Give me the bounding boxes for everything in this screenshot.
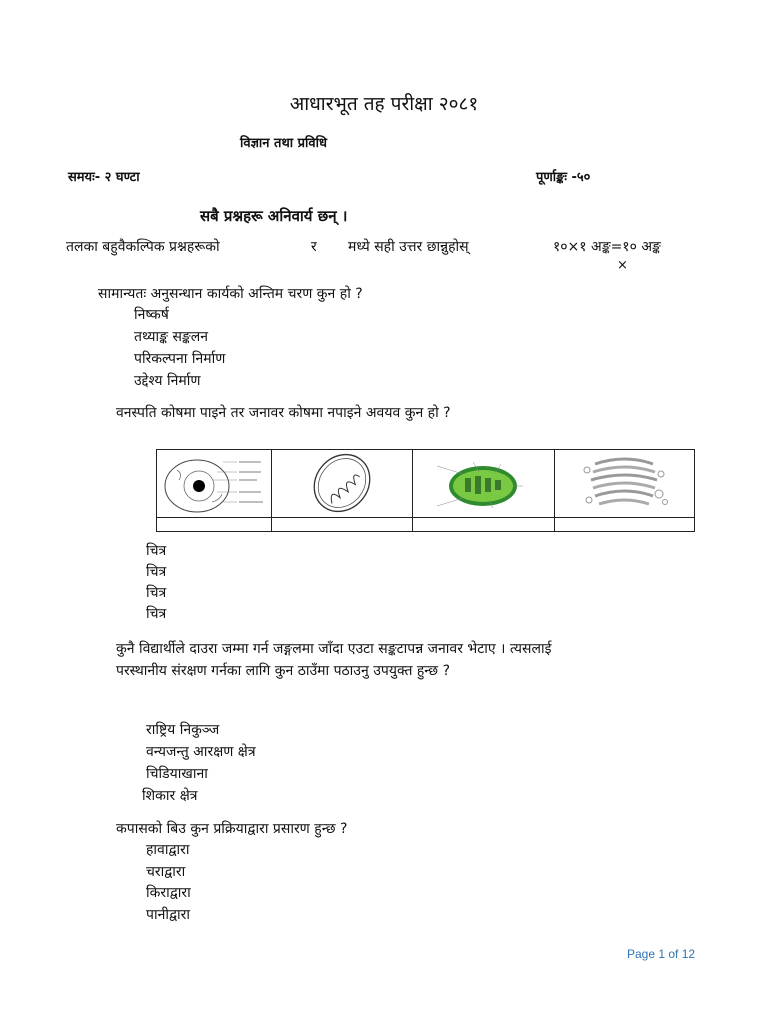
- instruction-marks: १०×१ अङ्क=१० अङ्क: [553, 239, 661, 255]
- q2-option-4: चित्र: [146, 606, 167, 622]
- table-cell-golgi: [555, 450, 695, 518]
- q1-option-2: तथ्याङ्क सङ्कलन: [134, 329, 209, 345]
- q1-option-3: परिकल्पना निर्माण: [134, 351, 226, 367]
- exam-time: समयः- २ घण्टा: [68, 170, 140, 185]
- q4-option-2: चराद्वारा: [146, 864, 186, 880]
- exam-title: आधारभूत तह परीक्षा २०८१: [289, 93, 479, 115]
- question-3-line-2: परस्थानीय संरक्षण गर्नका लागि कुन ठाउँमा पठाउनु उपयुक्त हुन्छ ?: [116, 663, 451, 679]
- table-label-cell-3: [413, 518, 555, 532]
- instruction-r: र: [311, 239, 317, 255]
- q1-option-4: उद्देश्य निर्माण: [134, 373, 201, 389]
- chloroplast-diagram: [413, 450, 553, 516]
- cell-image-table: [156, 449, 695, 532]
- table-cell-mitochondria: [272, 450, 413, 518]
- q3-option-3: चिडियाखाना: [146, 766, 208, 782]
- table-label-cell-2: [272, 518, 413, 532]
- instruction-x: ×: [617, 258, 628, 273]
- q4-option-1: हावाद्वारा: [146, 842, 190, 858]
- q3-option-4: शिकार क्षेत्र: [142, 788, 198, 804]
- instruction-left: तलका बहुवैकल्पिक प्रश्नहरूको: [66, 239, 220, 255]
- question-1: सामान्यतः अनुसन्धान कार्यको अन्तिम चरण कुन हो ?: [98, 286, 363, 302]
- q3-option-2: वन्यजन्तु आरक्षण क्षेत्र: [146, 744, 256, 760]
- animal-cell-diagram: [157, 450, 270, 516]
- q3-option-1: राष्ट्रिय निकुञ्ज: [146, 722, 220, 738]
- q2-option-3: चित्र: [146, 585, 167, 601]
- q4-option-4: पानीद्वारा: [146, 907, 191, 923]
- question-4: कपासको बिउ कुन प्रक्रियाद्वारा प्रसारण हुन्छ ?: [116, 821, 348, 837]
- q4-option-3: किराद्वारा: [146, 885, 191, 901]
- question-3-line-1: कुनै विद्यार्थीले दाउरा जम्मा गर्न जङ्गलमा जाँदा एउटा सङ्कटापन्न जनावर भेटाए । त्यसलाई: [116, 641, 552, 657]
- q2-option-2: चित्र: [146, 564, 167, 580]
- table-label-cell-4: [555, 518, 695, 532]
- subject-name: विज्ञान तथा प्रविधि: [240, 136, 327, 151]
- q1-option-1: निष्कर्ष: [134, 307, 169, 323]
- compulsory-note: सबै प्रश्नहरू अनिवार्य छन् ।: [200, 207, 348, 225]
- question-2: वनस्पति कोषमा पाइने तर जनावर कोषमा नपाइने अवयव कुन हो ?: [116, 405, 451, 421]
- q2-option-1: चित्र: [146, 543, 167, 559]
- page-number: Page 1 of 12: [627, 947, 696, 961]
- mitochondria-diagram: [272, 450, 411, 516]
- golgi-apparatus-diagram: [555, 450, 693, 516]
- table-cell-chloroplast: [413, 450, 555, 518]
- instruction-mid: मध्ये सही उत्तर छान्नुहोस्: [348, 239, 469, 255]
- full-marks: पूर्णाङ्कः -५०: [536, 170, 591, 185]
- table-cell-animal-cell: [157, 450, 272, 518]
- table-label-cell-1: [157, 518, 272, 532]
